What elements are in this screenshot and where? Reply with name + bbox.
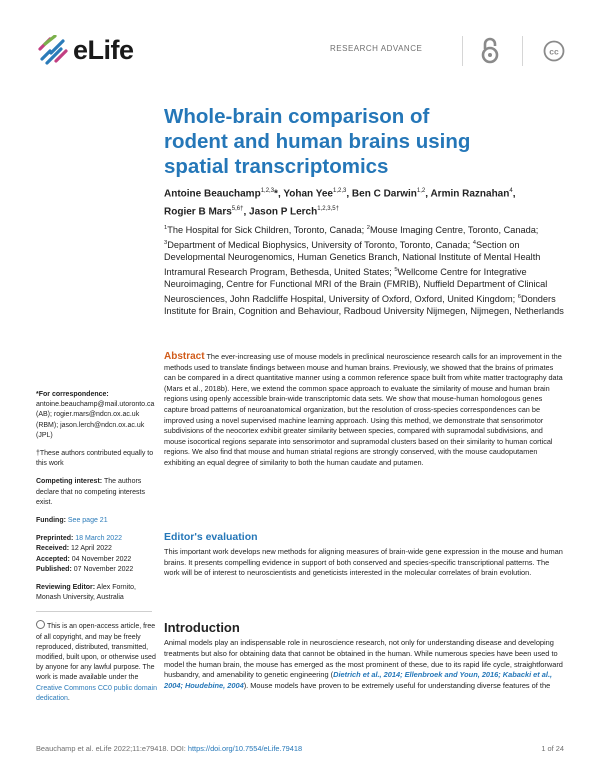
reviewing-value: Alex Fornito, Monash University, Australia bbox=[36, 584, 136, 602]
introduction-heading: Introduction bbox=[164, 620, 240, 635]
title-line: Whole-brain comparison of bbox=[164, 105, 430, 128]
equal-contribution-note: †These authors contributed equally to this work bbox=[36, 450, 154, 468]
affil-num: 6 bbox=[517, 293, 521, 300]
author-name[interactable]: Jason P Lerch bbox=[249, 206, 318, 218]
affiliations bbox=[164, 222, 570, 318]
author-affil-sup: 1,2,3 bbox=[260, 188, 275, 194]
affil-num: 1 bbox=[164, 225, 168, 231]
doi-link[interactable]: https://doi.org/10.7554/eLife.79418 bbox=[187, 744, 303, 753]
preprinted-link[interactable]: 18 March 2022 bbox=[73, 535, 122, 543]
article-sidebar bbox=[36, 390, 158, 712]
competing-text: The authors declare that no competing interests exist. bbox=[36, 478, 145, 506]
author-name[interactable]: Antoine Beauchamp bbox=[164, 188, 261, 200]
sidebar-divider bbox=[36, 611, 152, 612]
title-line: rodent and human brains using bbox=[164, 130, 471, 153]
reviewing-editor bbox=[36, 583, 158, 603]
affil-text: Wellcome Centre for Integrative Neuroimaging, Centre for Functional MRI of the Brain (FMRIB), Nuffield Department of Clinical Neurosciences, John Radcliffe Hospital, University of Oxford, Oxford, United Kingdom; bbox=[164, 266, 548, 304]
affil-text: Section on Developmental Neurogenomics, Human Genetics Branch, National Institute of Mental Health Intramural Research Program, Bethesda, United States; bbox=[164, 239, 541, 277]
funding-link[interactable]: See page 21 bbox=[65, 517, 108, 525]
abstract-text: The ever-increasing use of mouse models in preclinical neuroscience research calls for an improvement in the methods used to translate findings between mouse and human brains. Previously, we showed that the brains of primates can be compared in a direct quantitative manner using a common reference space built from white matter tractography data (Mars et al., 2018b). Here, we extend the common space approach to evaluate the similarity of mouse and human brain regions using openly accessible brain-wide transcriptomic data sets. We show that mouse-human homologous genes capture broad patterns of neuroanatomical organization, but the resolution of cross-species correspondences can be improved using a novel supervised machine learning approach. Using this method, we demonstrate that sensorimotor subdivisions of the neocortex exhibit greater similarity between species, compared with supramodal subdivisions, and mouse isocortical regions separate into sensorimotor and supramodal clusters based on their similarity to human cortical regions. We also find that mouse and human striatal regions are strongly conserved, with the mouse caudoputamen exhibiting an equal degree of similarity to both the human caudate and putamen. bbox=[164, 352, 563, 467]
author-name[interactable]: Ben C Darwin bbox=[351, 188, 417, 200]
reviewing-label: Reviewing Editor: bbox=[36, 584, 96, 592]
correspondence-block bbox=[36, 390, 158, 441]
creative-commons-icon[interactable] bbox=[543, 40, 565, 67]
author-mark: *, bbox=[274, 188, 281, 200]
accepted-label: Accepted: bbox=[36, 555, 70, 563]
received-label: Received: bbox=[36, 545, 70, 553]
affil-num: 2 bbox=[366, 225, 370, 231]
funding bbox=[36, 516, 158, 526]
author-affil-sup: 1,2,3,5† bbox=[317, 205, 339, 212]
elife-logo[interactable] bbox=[36, 34, 134, 66]
received-date: 12 April 2022 bbox=[69, 545, 112, 553]
author-affil-sup: 5,6† bbox=[231, 205, 244, 212]
affil-text: Mouse Imaging Centre, Toronto, Canada; bbox=[369, 225, 539, 236]
author-name[interactable]: Yohan Yee bbox=[283, 188, 333, 200]
license-link[interactable]: Creative Commons CC0 public domain dedication bbox=[36, 684, 157, 702]
abstract-heading: Abstract bbox=[164, 351, 205, 362]
header-divider bbox=[462, 36, 463, 66]
intro-text-part: ). Mouse models have proven to be extremely useful for understanding diverse features of the bbox=[243, 681, 551, 691]
license-end: . bbox=[67, 694, 70, 702]
published-label: Published: bbox=[36, 565, 72, 573]
affil-text: Donders Institute for Brain, Cognition and Behaviour, Radboud University Nijmegen, Nijmegen, Netherlands bbox=[164, 293, 564, 317]
affil-text: Department of Medical Biophysics, University of Toronto, Toronto, Canada; bbox=[167, 239, 473, 250]
funding-label: Funding: bbox=[36, 517, 66, 525]
evaluation-text: This important work develops new methods for aligning measures of brain-wide gene expression in the mouse and human brains. It presents compelling evidence in support of both conserved and species-specific transcriptional patterns. The work will be of interest to neuroscientists and geneticists interested in the molecular correlates of brain evolution. bbox=[164, 547, 563, 578]
svg-text:cc: cc bbox=[549, 46, 559, 57]
article-title bbox=[164, 104, 504, 179]
abstract bbox=[164, 352, 566, 469]
preprinted-label: Preprinted: bbox=[36, 535, 74, 543]
header-divider bbox=[522, 36, 523, 66]
affil-text: The Hospital for Sick Children, Toronto, Canada; bbox=[167, 225, 367, 236]
affil-num: 5 bbox=[394, 266, 398, 273]
competing-interest bbox=[36, 477, 158, 508]
affil-num: 3 bbox=[164, 239, 168, 246]
license-text: This is an open-access article, free of all copyright, and may be freely reproduced, distributed, transmitted, modified, built upon, or otherwise used by anyone for any lawful purpose. The work is made available under the bbox=[36, 623, 156, 682]
author-affil-sup: 4 bbox=[509, 188, 513, 194]
competing-label: Competing interest: bbox=[36, 478, 103, 486]
dates-block bbox=[36, 534, 158, 575]
logo-text: eLife bbox=[73, 34, 134, 65]
published-date: 07 November 2022 bbox=[71, 565, 134, 573]
author-name[interactable]: Rogier B Mars bbox=[164, 206, 232, 218]
intro-text-part: Animal models play an indispensable role in neuroscience research, not only for understanding disease and developing treatments but also for obtaining data that cannot be obtained in the human. While numerous species have been used to model the human brain, the mouse has emerged as the most prominent of these, due to its rapid life cycle, straightforward husbandry, and amenability to genetic engineering ( bbox=[164, 638, 563, 680]
footer-citation: Beauchamp et al. eLife 2022;11:e79418. DOI: bbox=[36, 744, 188, 753]
author-affil-sup: 1,2,3 bbox=[332, 188, 347, 194]
affil-num: 4 bbox=[472, 239, 477, 246]
introduction-text bbox=[164, 638, 566, 692]
page-footer bbox=[36, 744, 564, 753]
author-name[interactable]: Armin Raznahan bbox=[430, 188, 510, 200]
author-affil-sup: 1,2 bbox=[416, 188, 426, 194]
license-block bbox=[36, 620, 158, 704]
document-type-label: RESEARCH ADVANCE bbox=[330, 44, 423, 53]
correspondence-label: *For correspondence: bbox=[36, 391, 109, 398]
accepted-date: 04 November 2022 bbox=[69, 555, 132, 563]
author-list: Antoine Beauchamp$^{1,2,3}$*, Yohan Yee$^{1,2,3}$, Ben C Darwin$^{1,2}$, Armin Raznahan$^4$, Rogier B Mars$^{5,6\dagger}$, Jason P Lerch$^{1,2,3,5\dagger}$ bbox=[164, 188, 516, 218]
evaluation-heading: Editor's evaluation bbox=[164, 531, 258, 543]
page-number: 1 of 24 bbox=[541, 744, 564, 753]
open-access-icon[interactable] bbox=[480, 37, 500, 70]
elife-logo-icon bbox=[36, 35, 70, 65]
open-access-small-icon bbox=[36, 620, 45, 629]
correspondence-emails[interactable]: antoine.beauchamp@mail.utoronto.ca (AB); rogier.mars@ndcn.ox.ac.uk (RBM); jason.lerch@ndcn.ox.ac.uk (JPL) bbox=[36, 401, 155, 439]
title-line: spatial transcriptomics bbox=[164, 155, 389, 178]
citation-link[interactable]: Dietrich et al., 2014; Ellenbroek and Youn, 2016; Kabacki et al., 2004; Houdebine, 2004 bbox=[164, 670, 553, 691]
